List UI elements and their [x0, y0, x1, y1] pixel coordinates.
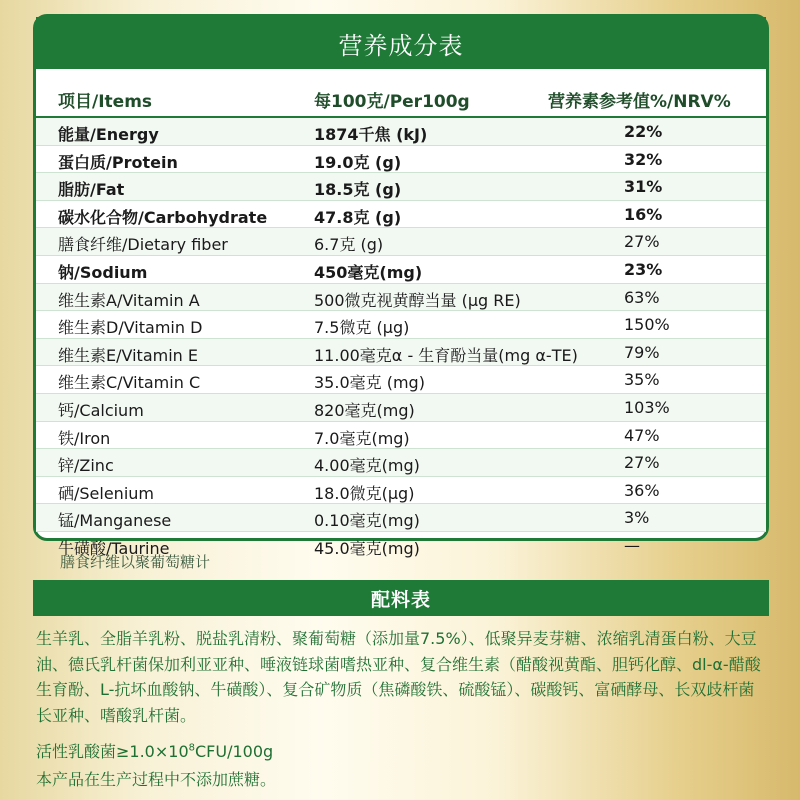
nutrient-nrv: — [624, 535, 640, 555]
table-row [36, 477, 766, 505]
nutrient-name: 锰/Manganese [58, 511, 172, 531]
nutrient-name: 钠/Sodium [58, 262, 148, 282]
nutrient-nrv: 22% [624, 122, 663, 141]
nutrient-amount: 7.0毫克(mg) [314, 428, 410, 448]
table-row [36, 146, 766, 174]
nutrient-amount: 450毫克(mg) [314, 262, 423, 282]
nutrient-nrv: 32% [624, 149, 663, 169]
nutrient-amount: 45.0毫克(mg) [314, 538, 420, 558]
nutrient-nrv: 3% [624, 508, 650, 528]
nutrient-name: 锌/Zinc [58, 456, 114, 476]
nutrient-amount: 1874千焦 (kJ) [314, 125, 428, 144]
nutrient-nrv: 150% [624, 315, 670, 335]
nutrient-name: 蛋白质/Protein [58, 152, 178, 172]
nutrient-name: 牛磺酸/Taurine [58, 538, 170, 558]
probiotic-count [36, 739, 273, 762]
nutrient-name: 硒/Selenium [58, 483, 154, 503]
nutrient-amount: 7.5微克 (μg) [314, 318, 410, 338]
header-nrv: 营养素参考值%/NRV% [548, 92, 731, 112]
nutrient-amount: 19.0克 (g) [314, 152, 402, 172]
nutrient-amount: 11.00毫克α - 生育酚当量(mg α-TE) [314, 345, 578, 365]
nutrition-table-panel [33, 14, 769, 558]
nutrient-amount: 18.0微克(μg) [314, 483, 415, 503]
nutrient-nrv: 103% [624, 397, 670, 417]
nutrient-name: 铁/Iron [58, 428, 111, 448]
nutrient-name: 膳食纤维/Dietary fiber [58, 235, 228, 255]
nutrient-nrv: 27% [624, 232, 660, 252]
nutrient-nrv: 16% [624, 204, 663, 224]
header-items: 项目/Items [58, 92, 153, 112]
nutrient-name: 维生素A/Vitamin A [58, 290, 200, 310]
nutrient-amount: 500微克视黄醇当量 (μg RE) [314, 290, 521, 310]
probiotic-suffix: CFU/100g [195, 742, 274, 761]
nutrient-nrv: 27% [624, 453, 660, 473]
nutrient-nrv: 31% [624, 177, 663, 197]
nutrient-name: 能量/Energy [58, 125, 159, 144]
table-row [36, 118, 766, 146]
probiotic-prefix: 活性乳酸菌≥1.0×10 [36, 742, 189, 761]
nutrient-name: 碳水化合物/Carbohydrate [58, 207, 268, 227]
table-row [36, 339, 766, 367]
nutrient-nrv: 35% [624, 370, 660, 390]
table-row [36, 504, 766, 532]
nutrition-table-title: 营养成分表 [36, 17, 766, 69]
table-header-row [36, 69, 766, 118]
nutrient-name: 脂肪/Fat [58, 180, 125, 200]
probiotic-exponent: 8 [188, 742, 195, 754]
ingredients-title: 配料表 [33, 580, 769, 616]
table-row [36, 366, 766, 394]
nutrient-amount: 0.10毫克(mg) [314, 511, 420, 531]
header-per-100g: 每100克/Per100g [314, 92, 470, 112]
nutrient-amount: 47.8克 (g) [314, 207, 402, 227]
ingredients-list: 生羊乳、全脂羊乳粉、脱盐乳清粉、聚葡萄糖（添加量7.5%）、低聚异麦芽糖、浓缩乳清蛋白粉、大豆油、德氏乳杆菌保加利亚亚种、唾液链球菌嗜热亚种、复合维生素（醋酸视黄酯、胆钙化醇、dl-α-醋酸生育酚、L-抗坏血酸钠、牛磺酸）、复合矿物质（焦磷酸铁、硫酸锰）、碳酸钙、富硒酵母、长双歧杆菌长亚种、嗜酸乳杆菌。 [36, 629, 761, 725]
nutrient-amount: 18.5克 (g) [314, 180, 402, 200]
nutrient-nrv: 79% [624, 342, 660, 362]
nutrient-name: 维生素C/Vitamin C [58, 373, 201, 393]
nutrient-nrv: 23% [624, 259, 663, 279]
table-row [36, 311, 766, 339]
nutrient-amount: 6.7克 (g) [314, 235, 384, 255]
table-row [36, 422, 766, 450]
nutrition-rows [36, 118, 766, 559]
table-row [36, 284, 766, 312]
table-row [36, 201, 766, 229]
nutrient-name: 钙/Calcium [58, 400, 144, 420]
nutrient-nrv: 36% [624, 480, 660, 500]
table-row [36, 256, 766, 284]
no-sugar-note: 本产品在生产过程中不添加蔗糖。 [36, 770, 277, 789]
table-row [36, 173, 766, 201]
table-row [36, 228, 766, 256]
fiber-footnote: 膳食纤维以聚葡萄糖计 [60, 553, 211, 571]
nutrient-amount: 35.0毫克 (mg) [314, 373, 425, 393]
nutrient-nrv: 63% [624, 287, 660, 307]
nutrient-amount: 820毫克(mg) [314, 400, 415, 420]
table-row [36, 449, 766, 477]
nutrient-amount: 4.00毫克(mg) [314, 456, 420, 476]
table-row [36, 394, 766, 422]
nutrient-name: 维生素E/Vitamin E [58, 345, 198, 365]
nutrient-name: 维生素D/Vitamin D [58, 318, 203, 338]
nutrient-nrv: 47% [624, 425, 660, 445]
